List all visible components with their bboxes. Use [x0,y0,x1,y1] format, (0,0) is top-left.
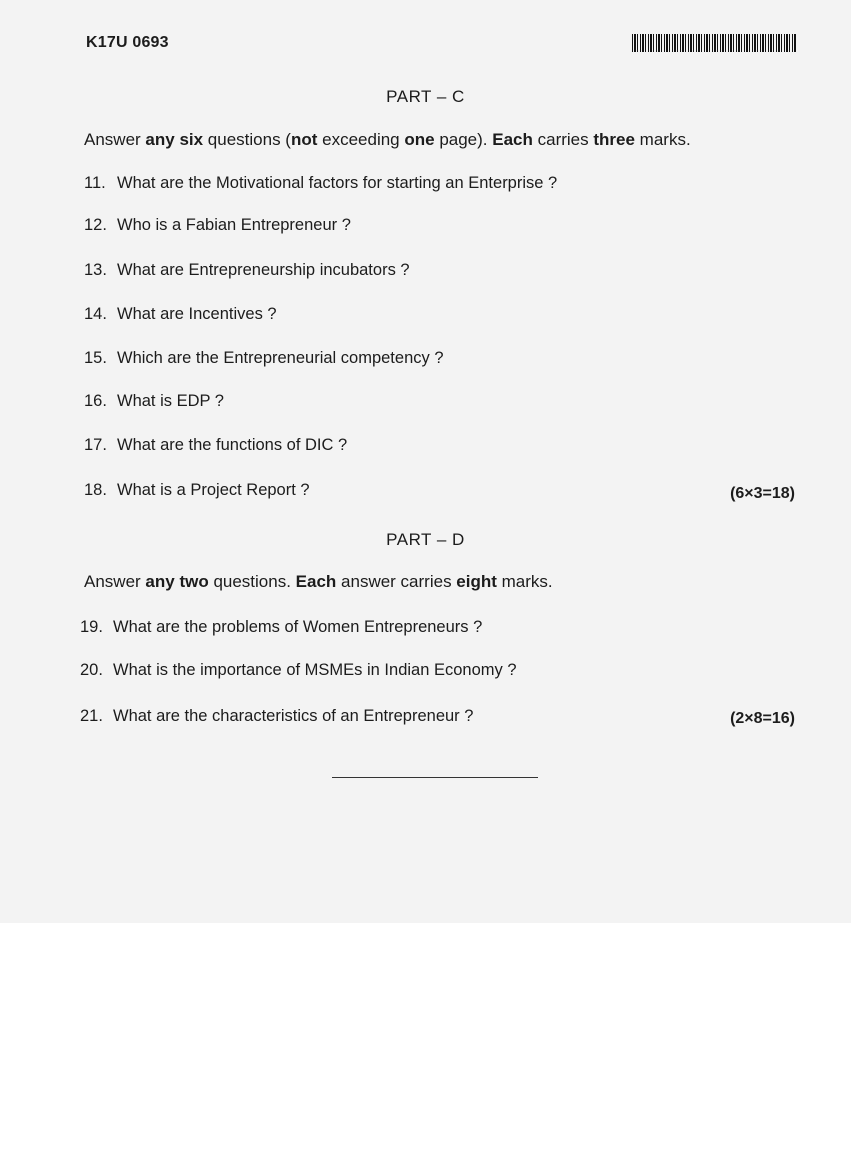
question-item: 11. What are the Motivational factors for starting an Enterprise ? [84,174,558,192]
question-item: 14. What are Incentives ? [84,305,277,323]
part-c-marks: (6×3=18) [730,485,795,502]
part-c-title: PART – C [386,87,465,106]
question-item: 20. What is the importance of MSMEs in Indian Economy ? [80,661,517,679]
part-c-instruction: Answer any six questions (not exceeding one page). Each carries three marks. [84,130,691,149]
question-item: 21. What are the characteristics of an Entrepreneur ? [80,707,474,725]
part-d-marks: (2×8=16) [730,710,795,727]
question-item: 19. What are the problems of Women Entrepreneurs ? [80,618,483,636]
end-rule [332,777,538,778]
question-item: 18. What is a Project Report ? [84,481,310,499]
question-item: 15. Which are the Entrepreneurial competency ? [84,349,444,367]
question-item: 13. What are Entrepreneurship incubators ? [84,261,410,279]
paper-code: K17U 0693 [86,34,169,51]
part-d-instruction: Answer any two questions. Each answer carries eight marks. [84,572,553,591]
barcode [632,34,796,52]
question-item: 17. What are the functions of DIC ? [84,436,348,454]
part-d-title: PART – D [386,530,465,549]
question-item: 16. What is EDP ? [84,392,224,410]
question-item: 12. Who is a Fabian Entrepreneur ? [84,216,351,234]
